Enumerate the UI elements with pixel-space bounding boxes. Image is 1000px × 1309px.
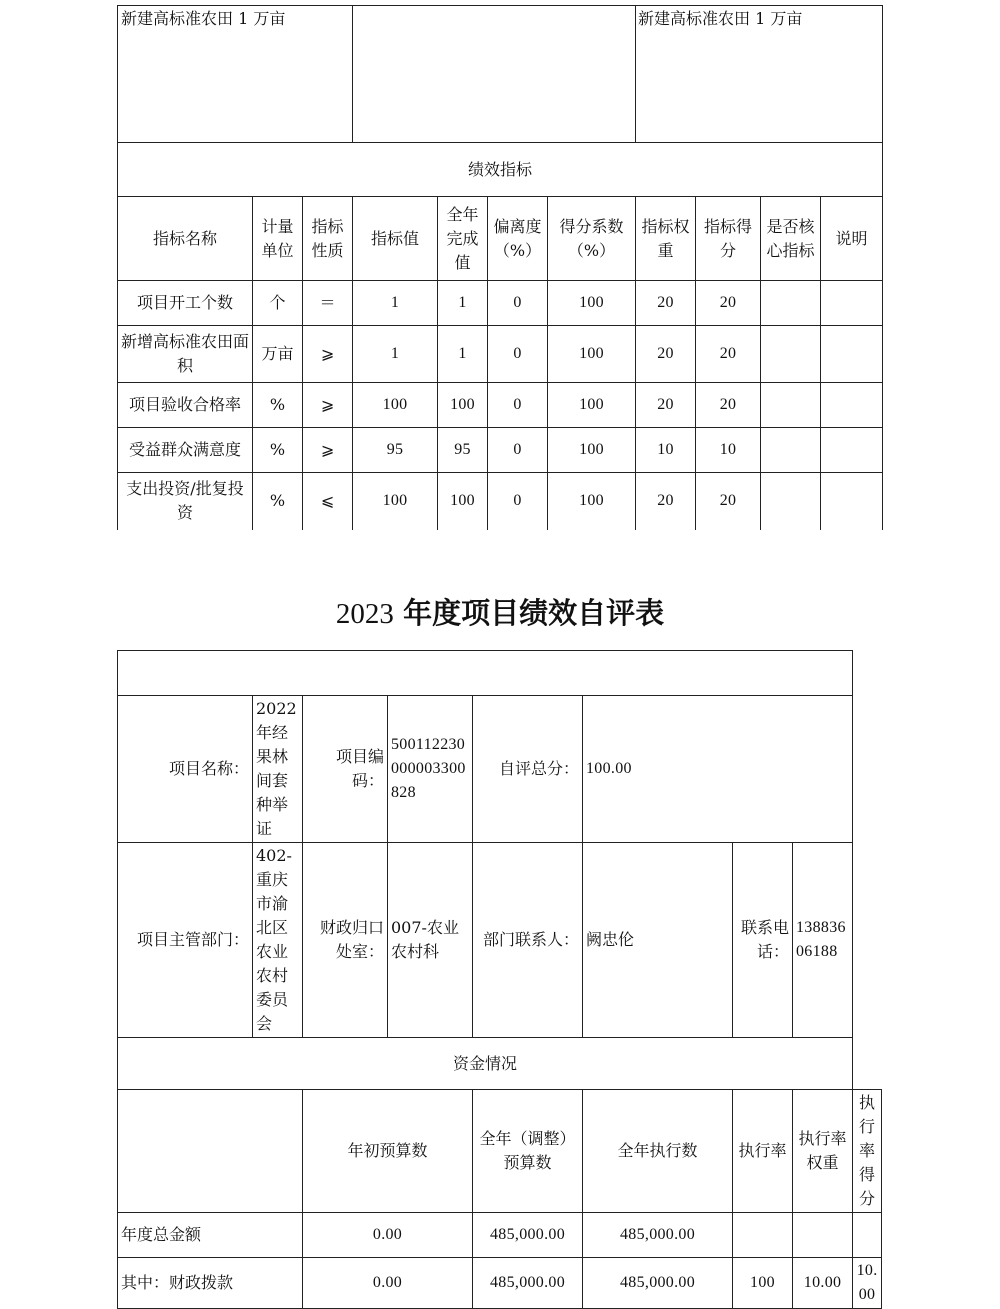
dept-value: 402-重庆市渝北区农业农村委员会 (253, 843, 303, 1038)
header-weight: 指标权重 (636, 197, 696, 281)
cell-indicator-name: 项目验收合格率 (118, 383, 253, 428)
funds-header-rate-weight: 执行率权重 (793, 1090, 853, 1213)
funds-header-executed: 全年执行数 (583, 1090, 733, 1213)
table-row (118, 326, 883, 383)
cell-deviation: 0 (488, 383, 548, 428)
header-unit: 计量单位 (253, 197, 303, 281)
cell-weight: 20 (636, 326, 696, 383)
table-row (118, 1258, 882, 1309)
cell-initial-budget: 0.00 (303, 1258, 473, 1309)
cell-is-core (761, 326, 821, 383)
section-title-row (118, 143, 883, 197)
funds-header-exec-rate: 执行率 (733, 1090, 793, 1213)
cell-initial-budget: 0.00 (303, 1213, 473, 1258)
target-row (118, 6, 883, 143)
funds-header-rate-score: 执行率得分 (853, 1090, 882, 1213)
cell-nature: ⩾ (303, 428, 353, 473)
funds-row-label: 其中：财政拨款 (118, 1258, 303, 1309)
self-evaluation-table (117, 650, 882, 1309)
cell-remark (821, 281, 883, 326)
cell-adjusted-budget: 485,000.00 (473, 1213, 583, 1258)
cell-target-value: 100 (353, 383, 438, 428)
funds-title-row (118, 1038, 882, 1090)
form-title (0, 593, 1000, 634)
cell-unit: 个 (253, 281, 303, 326)
funds-row-label: 年度总金额 (118, 1213, 303, 1258)
empty-header-cell (118, 651, 853, 696)
cell-actual-value: 95 (438, 428, 488, 473)
cell-target-value: 100 (353, 473, 438, 530)
funds-title: 资金情况 (118, 1038, 853, 1090)
cell-target-value: 1 (353, 281, 438, 326)
cell-exec-rate: 100 (733, 1258, 793, 1309)
cell-target-value: 1 (353, 326, 438, 383)
cell-score-coefficient: 100 (548, 473, 636, 530)
target-cell-left: 新建高标准农田 1 万亩 (118, 6, 353, 143)
cell-score-coefficient: 100 (548, 326, 636, 383)
cell-remark (821, 383, 883, 428)
cell-is-core (761, 383, 821, 428)
header-nature: 指标性质 (303, 197, 353, 281)
cell-indicator-name: 受益群众满意度 (118, 428, 253, 473)
cell-score-coefficient: 100 (548, 428, 636, 473)
cell-deviation: 0 (488, 281, 548, 326)
cell-remark (821, 326, 883, 383)
phone-label: 联系电话： (733, 843, 793, 1038)
cell-nature: ＝ (303, 281, 353, 326)
cell-nature: ⩽ (303, 473, 353, 530)
cell-rate-score: 10.00 (853, 1258, 882, 1309)
cell-rate-weight (793, 1213, 853, 1258)
cell-deviation: 0 (488, 473, 548, 530)
header-deviation: 偏离度（%） (488, 197, 548, 281)
cell-nature: ⩾ (303, 383, 353, 428)
performance-indicator-table (117, 5, 883, 530)
cell-adjusted-budget: 485,000.00 (473, 1258, 583, 1309)
header-indicator-name: 指标名称 (118, 197, 253, 281)
empty-header-row (118, 651, 882, 696)
cell-indicator-name: 新增高标准农田面积 (118, 326, 253, 383)
header-actual-value: 全年完成值 (438, 197, 488, 281)
table-row (118, 281, 883, 326)
finance-value: 007-农业农村科 (388, 843, 473, 1038)
cell-weight: 20 (636, 281, 696, 326)
header-score: 指标得分 (696, 197, 761, 281)
funds-header-blank (118, 1090, 303, 1213)
cell-executed: 485,000.00 (583, 1213, 733, 1258)
cell-unit: % (253, 383, 303, 428)
cell-remark (821, 428, 883, 473)
self-score-value: 100.00 (583, 696, 853, 843)
funds-header-row (118, 1090, 882, 1213)
funds-header-initial-budget: 年初预算数 (303, 1090, 473, 1213)
contact-label: 部门联系人： (473, 843, 583, 1038)
cell-weight: 20 (636, 383, 696, 428)
cell-score: 20 (696, 383, 761, 428)
cell-nature: ⩾ (303, 326, 353, 383)
cell-actual-value: 100 (438, 383, 488, 428)
dept-label: 项目主管部门： (118, 843, 253, 1038)
table-row (118, 1213, 882, 1258)
cell-rate-weight: 10.00 (793, 1258, 853, 1309)
cell-is-core (761, 281, 821, 326)
table-row (118, 383, 883, 428)
cell-score-coefficient: 100 (548, 383, 636, 428)
cell-indicator-name: 项目开工个数 (118, 281, 253, 326)
cell-actual-value: 100 (438, 473, 488, 530)
cell-remark (821, 473, 883, 530)
cell-unit: % (253, 473, 303, 530)
cell-weight: 10 (636, 428, 696, 473)
contact-value: 阙忠伦 (583, 843, 733, 1038)
cell-score: 20 (696, 473, 761, 530)
self-score-label: 自评总分： (473, 696, 583, 843)
cell-deviation: 0 (488, 326, 548, 383)
finance-label: 财政归口处室： (303, 843, 388, 1038)
header-score-coefficient: 得分系数（%） (548, 197, 636, 281)
cell-score-coefficient: 100 (548, 281, 636, 326)
section-title: 绩效指标 (118, 143, 883, 197)
header-row (118, 197, 883, 281)
project-info-row (118, 696, 882, 843)
cell-is-core (761, 473, 821, 530)
cell-score: 10 (696, 428, 761, 473)
cell-actual-value: 1 (438, 326, 488, 383)
cell-is-core (761, 428, 821, 473)
cell-executed: 485,000.00 (583, 1258, 733, 1309)
funds-header-adjusted-budget: 全年（调整）预算数 (473, 1090, 583, 1213)
form-title-year: 2023 (335, 598, 394, 630)
cell-deviation: 0 (488, 428, 548, 473)
table-row (118, 473, 883, 530)
project-name-value: 2022 年经果林间套种举证 (253, 696, 303, 843)
cell-target-value: 95 (353, 428, 438, 473)
cell-unit: % (253, 428, 303, 473)
project-name-label: 项目名称： (118, 696, 253, 843)
header-remark: 说明 (821, 197, 883, 281)
cell-indicator-name: 支出投资/批复投资 (118, 473, 253, 530)
cell-score: 20 (696, 326, 761, 383)
project-code-value: 500112230000003300828 (388, 696, 473, 843)
cell-exec-rate (733, 1213, 793, 1258)
form-title-text: 年度项目绩效自评表 (403, 596, 665, 630)
cell-actual-value: 1 (438, 281, 488, 326)
target-cell-middle (353, 6, 636, 143)
cell-weight: 20 (636, 473, 696, 530)
header-target-value: 指标值 (353, 197, 438, 281)
cell-score: 20 (696, 281, 761, 326)
target-cell-right: 新建高标准农田 1 万亩 (636, 6, 883, 143)
department-row (118, 843, 882, 1038)
cell-unit: 万亩 (253, 326, 303, 383)
table-row (118, 428, 883, 473)
header-is-core: 是否核心指标 (761, 197, 821, 281)
cell-rate-score (853, 1213, 882, 1258)
project-code-label: 项目编码： (303, 696, 388, 843)
phone-value: 13883606188 (793, 843, 853, 1038)
